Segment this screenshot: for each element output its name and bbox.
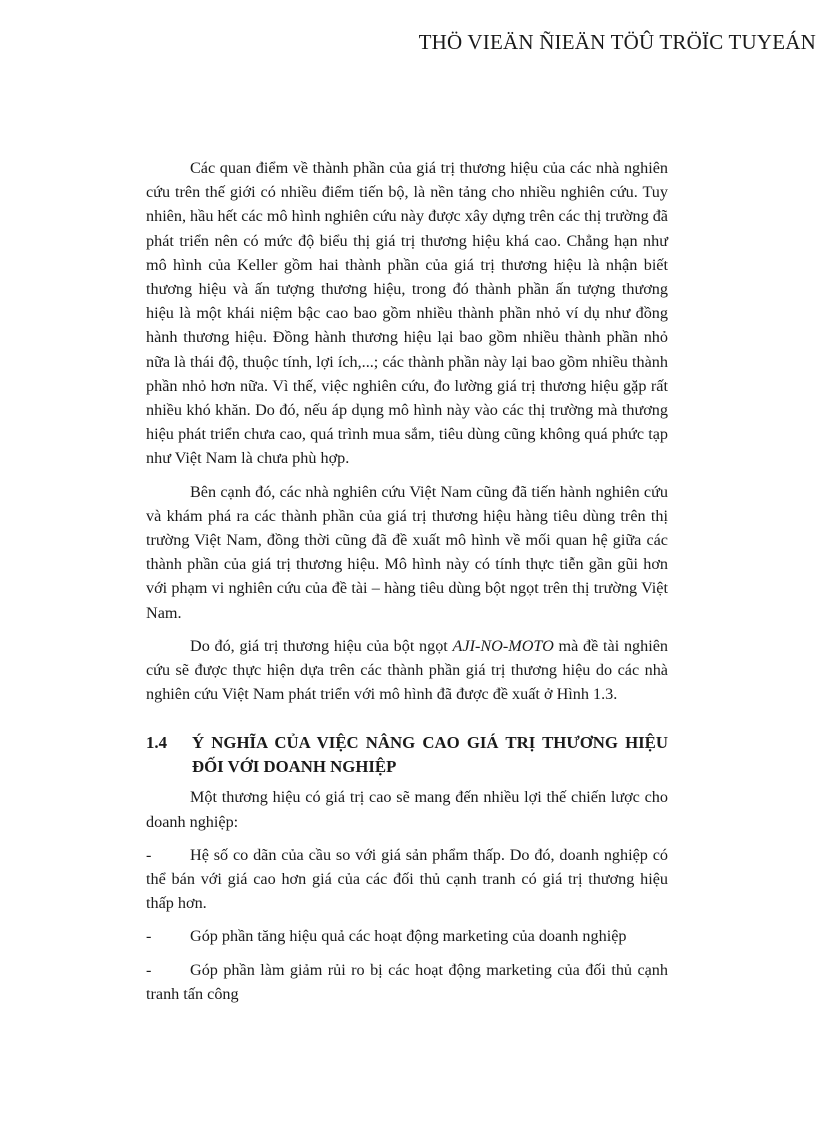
paragraph-3-text-b: mà đề tài nghiên cứu sẽ được thực hiện dựa trên các thành phần giá trị thương hiệu do các nhà nghiên cứu Việt Nam phát triển với mô hình đã được đề xuất ở Hình 1.3.: [146, 636, 668, 704]
page-header: THÖ VIEÄN ÑIEÄN TÖÛ TRÖÏC TUYEÁN: [418, 30, 816, 54]
document-body: [146, 156, 668, 1015]
bullet-text: Góp phần tăng hiệu quả các hoạt động marketing của doanh nghiệp: [190, 927, 627, 946]
intro-paragraph: Một thương hiệu có giá trị cao sẽ mang đến nhiều lợi thế chiến lược cho doanh nghiệp:: [146, 788, 668, 831]
bullet-item-3: [146, 958, 668, 1006]
bullet-text: Góp phần làm giảm rủi ro bị các hoạt động marketing của đối thủ cạnh tranh tấn công: [146, 960, 668, 1003]
bullet-item-2: [146, 924, 668, 948]
paragraph-3-text-a: Do đó, giá trị thương hiệu của bột ngọt: [190, 636, 453, 655]
section-number: 1.4: [146, 733, 167, 753]
bullet-dash: -: [146, 845, 152, 864]
bullet-item-1: [146, 843, 668, 916]
section-title: Ý NGHĨA CỦA VIỆC NÂNG CAO GIÁ TRỊ THƯƠNG HIỆU ĐỐI VỚI DOANH NGHIỆP: [192, 733, 668, 777]
bullet-text: Hệ số co dãn của cầu so với giá sản phẩm thấp. Do đó, doanh nghiệp có thể bán với giá cao hơn giá của các đối thủ cạnh tranh có giá trị thương hiệu thấp hơn.: [146, 845, 668, 913]
bullet-dash: -: [146, 927, 152, 946]
paragraph-1: Các quan điểm về thành phần của giá trị thương hiệu của các nhà nghiên cứu trên thế giới có nhiều điểm tiến bộ, là nền tảng cho nhiều nghiên cứu. Tuy nhiên, hầu hết các mô hình nghiên cứu này được xây dựng trên các thị trường đã phát triển nên có mức độ biểu thị giá trị thương hiệu khá cao. Chẳng hạn như mô hình của Keller gồm hai thành phần của giá trị thương hiệu là nhận biết thương hiệu và ấn tượng thương hiệu, trong đó thành phần ấn tượng thương hiệu là một khái niệm bậc cao bao gồm nhiều thành phần nhỏ ví dụ như đồng hành thương hiệu. Đồng hành thương hiệu lại bao gồm nhiều thành phần nhỏ nữa là thái độ, thuộc tính, lợi ích,...; các thành phần này lại bao gồm nhiều thành phần nhỏ hơn nữa. Vì thế, việc nghiên cứu, đo lường giá trị thương hiệu gặp rất nhiều khó khăn. Do đó, nếu áp dụng mô hình này vào các thị trường mà thương hiệu phát triển chưa cao, quá trình mua sắm, tiêu dùng cũng không quá phức tạp như Việt Nam là chưa phù hợp.: [146, 159, 668, 468]
bullet-dash: -: [146, 960, 152, 979]
product-name: AJI-NO-MOTO: [452, 636, 554, 655]
paragraph-3: [146, 634, 668, 707]
paragraph-2: Bên cạnh đó, các nhà nghiên cứu Việt Nam cũng đã tiến hành nghiên cứu và khám phá ra các thành phần của giá trị thương hiệu hàng tiêu dùng trên thị trường Việt Nam, đồng thời cũng đã đề xuất mô hình về mối quan hệ giữa các thành phần của giá trị thương hiệu. Mô hình này có tính thực tiễn gần gũi hơn với phạm vi nghiên cứu của đề tài – hàng tiêu dùng bột ngọt trên thị trường Việt Nam.: [146, 482, 668, 622]
section-heading: [146, 731, 668, 779]
